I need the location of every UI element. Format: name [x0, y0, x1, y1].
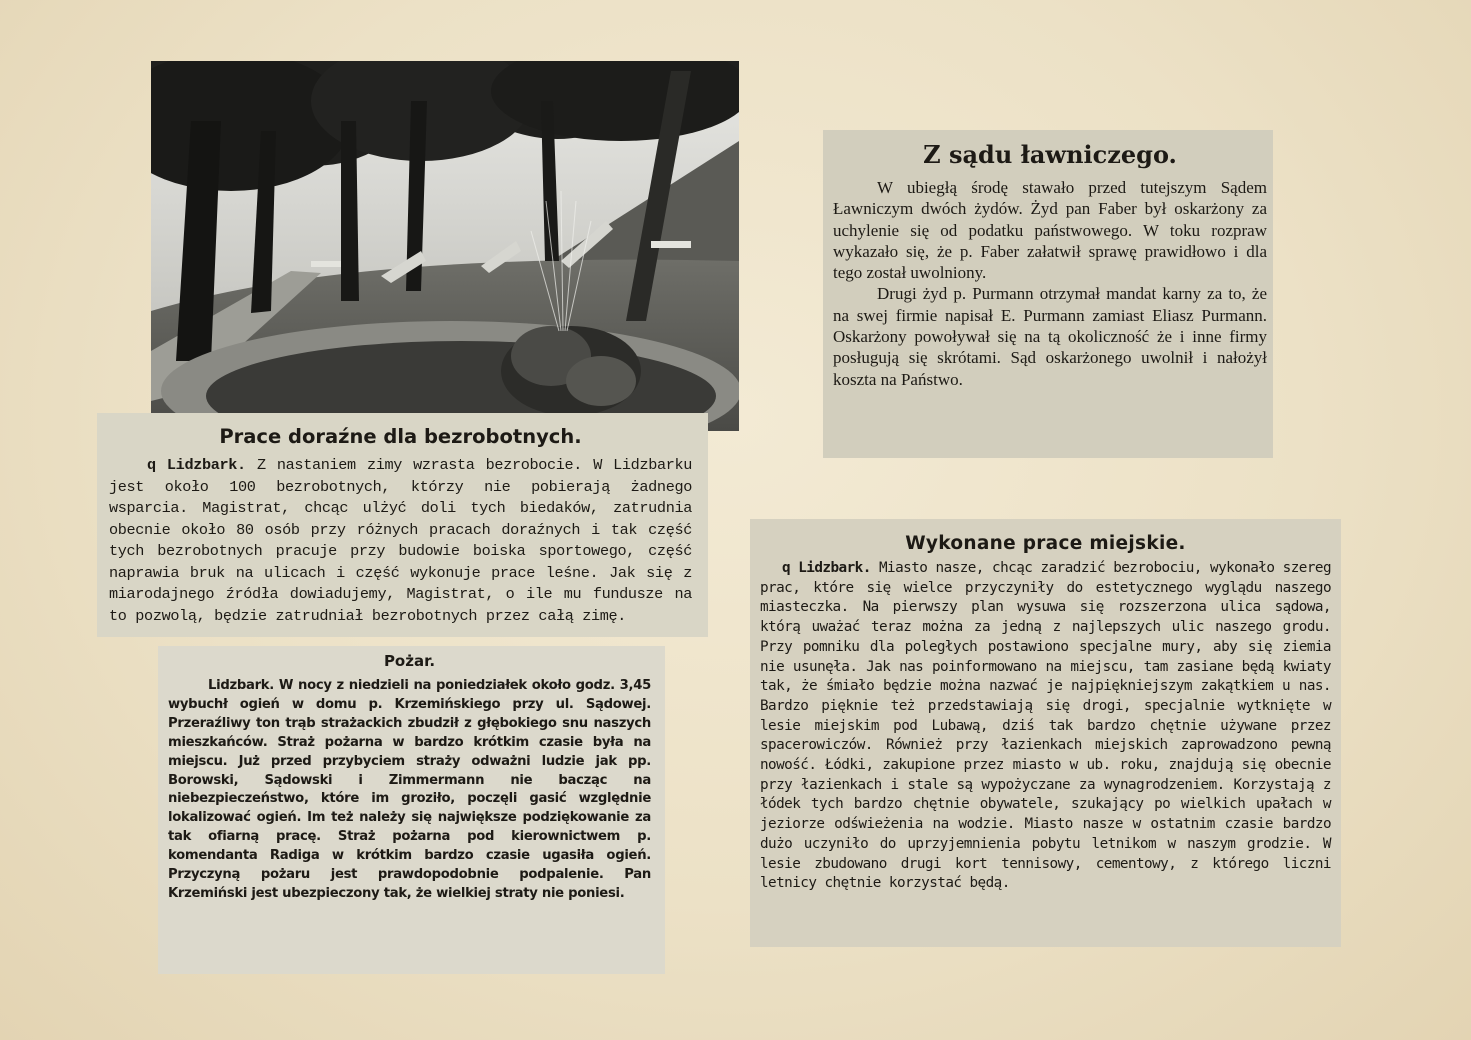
- clipping-pozar: [158, 646, 665, 974]
- clipping-title: Prace doraźne dla bezrobotnych.: [219, 425, 582, 448]
- clipping-text: Z nastaniem zimy wzrasta bezrobocie. W Lidzbarku jest około 100 bezrobotnych, którzy nie pobierają żadnego wsparcia. Magistrat, chcąc ulżyć doli tych biedaków, zatrudnia obecnie około 80 osób przy różnych pracach doraźnych i tak część tych bezrobotnych pracuje przy budowie boiska sportowego, część naprawia bruk na ulicach i część wykonuje prace leśne. Jak się z miarodajnego źródła dowiadujemy, Magistrat, o ile mu fundusze na to pozwolą, będzie zatrudniał bezrobotnych przez całą zimę.: [109, 456, 693, 625]
- clipping-text: Miasto nasze, chcąc zaradzić bezrobociu, wykonało szereg prac, które się wielce przyczyniły do estetycznego wyglądu naszego miasteczka. Na pierwszy plan wysuwa się rozszerzona ulica sądowa, którą uważać teraz można za jedną z najlepszych ulic naszego grodu. Przy pomniku dla poległych postawiono specjalne mury, aby się ziemia nie usunęła. Jak nas poinformowano na miejscu, tam zasiane będą kwiaty tak, że śmiało będzie można nazwać je najpiękniejszym zakątkiem u nas. Bardzo pięknie też przedstawiają się drogi, specjalnie wytknięte w lesie miejskim pod Lubawą, dziś tak bardzo chętnie używane przez spacerowiczów. Również przy łazienkach miejskich zaprowadzono pewną nowość. Łódki, zakupione przez miasto w ub. roku, znajdują się obecnie przy łazienkach i stale są wypożyczane za wynagrodzeniem. Korzystają z łódek tych bardzo chętnie obywatele, szukający po wielkich upałach w jeziorze odświeżenia na wodzie. Miasto nasze w ostatnim czasie bardzo dużo uczyniło do uprzyjemnienia pobytu letnikom w naszym grodzie. W lesie zbudowano drugi kort tennisowy, cementowy, z którego liczni letnicy chętnie korzystać będą.: [760, 560, 1332, 892]
- clipping-paragraph-2: Drugi żyd p. Purmann otrzymał mandat karny za to, że na swej firmie napisał E. Purmann zamiast Eliasz Purmann. Oskarżony powoływał się na tą okoliczność że i inne firmy posługują się skrótami. Sąd oskarżonego uwolnił i nałożył koszta na Państwo.: [833, 284, 1267, 389]
- clipping-body: [109, 455, 692, 627]
- clipping-paragraph-1: W ubiegłą środę stawało przed tutejszym Sądem Ławniczym dwóch żydów. Żyd pan Faber był oskarżony za uchylenie się od podatku państwowego. W toku rozpraw wykazało się, że p. Faber załatwił sprawę prawidłowo i dla tego został uwolniony.: [833, 178, 1267, 283]
- clipping-prace-dorazne: [97, 413, 708, 637]
- park-fountain-photo: [151, 61, 739, 431]
- clipping-title: Z sądu ławniczego.: [923, 140, 1177, 169]
- clipping-z-sadu-lawniczego: [823, 130, 1273, 458]
- clipping-title: Pożar.: [383, 652, 436, 670]
- clipping-place: q Lidzbark.: [782, 560, 871, 576]
- clipping-wykonane-prace-miejskie: [750, 519, 1341, 947]
- clipping-place: q Lidzbark.: [147, 456, 246, 474]
- clipping-body: [168, 677, 651, 904]
- clipping-text: W nocy z niedzieli na poniedziałek około godz. 3,45 wybuchł ogień w domu p. Krzemińskiego przy ul. Sądowej. Przeraźliwy ton trąb strażackich zbudził z głębokiego snu naszych mieszkańców. Straż pożarna w bardzo krótkim czasie była na miejscu. Już przed przybyciem straży odważni ludzie jak pp. Borowski, Sądowski i Zimmermann nie bacząc na niebezpieczeństwo, które im groziło, poczęli gasić względnie lokalizować ogień. Im też należy się największe podziękowanie za tak ofiarną pracę. Straż pożarna pod kierownictwem p. komendanta Radiga w krótkim bardzo czasie ugasiła ogień. Przyczyną pożaru jest prawdopodobnie podpalenie. Pan Krzemiński jest ubezpieczony tak, że wielkiej straty nie poniesi.: [168, 678, 652, 901]
- clipping-place: Lidzbark.: [208, 678, 274, 693]
- clipping-title: Wykonane prace miejskie.: [905, 533, 1186, 554]
- clipping-body: [760, 559, 1331, 894]
